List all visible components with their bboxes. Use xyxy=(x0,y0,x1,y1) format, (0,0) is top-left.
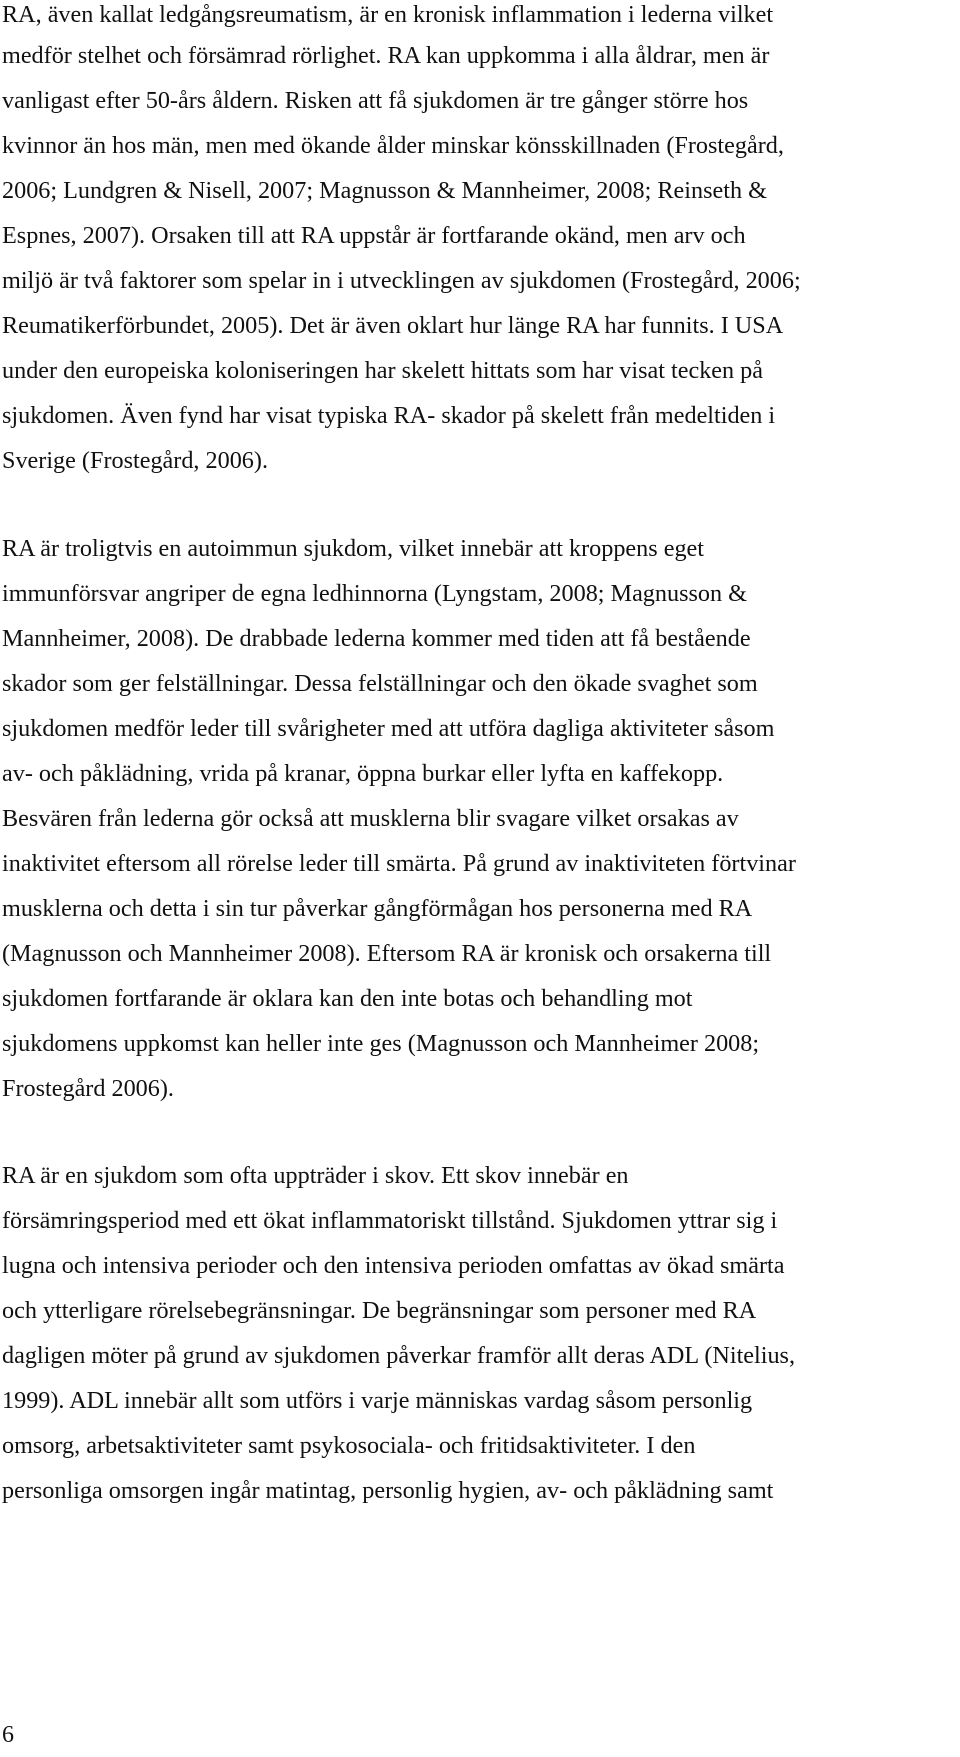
paragraph-line: Mannheimer, 2008). De drabbade lederna kommer med tiden att få bestående xyxy=(2,625,751,652)
paragraph-line: och ytterligare rörelsebegränsningar. De begränsningar som personer med RA xyxy=(2,1297,757,1324)
paragraph-line: skador som ger felställningar. Dessa felställningar och den ökade svaghet som xyxy=(2,670,758,697)
paragraph-line: sjukdomen medför leder till svårigheter med att utföra dagliga aktiviteter såsom xyxy=(2,715,775,742)
paragraph-line: Espnes, 2007). Orsaken till att RA uppstår är fortfarande okänd, men arv och xyxy=(2,222,746,249)
paragraph-line: miljö är två faktorer som spelar in i utvecklingen av sjukdomen (Frostegård, 2006; xyxy=(2,267,801,294)
paragraph-line: sjukdomen fortfarande är oklara kan den inte botas och behandling mot xyxy=(2,985,693,1012)
paragraph-line: försämringsperiod med ett ökat inflammatoriskt tillstånd. Sjukdomen yttrar sig i xyxy=(2,1207,778,1234)
paragraph-line: RA är troligtvis en autoimmun sjukdom, vilket innebär att kroppens eget xyxy=(2,535,704,562)
paragraph-line: vanligast efter 50-års åldern. Risken att få sjukdomen är tre gånger större hos xyxy=(2,87,749,114)
page-number: 6 xyxy=(2,1722,14,1748)
paragraph-line: 2006; Lundgren & Nisell, 2007; Magnusson & Mannheimer, 2008; Reinseth & xyxy=(2,177,767,204)
paragraph-line: medför stelhet och försämrad rörlighet. RA kan uppkomma i alla åldrar, men är xyxy=(2,42,770,69)
paragraph-line: (Magnusson och Mannheimer 2008). Eftersom RA är kronisk och orsakerna till xyxy=(2,940,772,967)
paragraph-line: omsorg, arbetsaktiviteter samt psykosociala- och fritidsaktiviteter. I den xyxy=(2,1432,696,1459)
paragraph-line: inaktivitet eftersom all rörelse leder till smärta. På grund av inaktiviteten förtvinar xyxy=(2,850,796,877)
paragraph-line: kvinnor än hos män, men med ökande ålder minskar könsskillnaden (Frostegård, xyxy=(2,132,784,159)
paragraph-line: Reumatikerförbundet, 2005). Det är även oklart hur länge RA har funnits. I USA xyxy=(2,312,784,339)
paragraph-line: RA, även kallat ledgångsreumatism, är en kronisk inflammation i lederna vilket xyxy=(2,1,774,28)
paragraph-line: musklerna och detta i sin tur påverkar gångförmågan hos personerna med RA xyxy=(2,895,753,922)
paragraph-line: av- och påklädning, vrida på kranar, öppna burkar eller lyfta en kaffekopp. xyxy=(2,760,724,787)
paragraph-line: immunförsvar angriper de egna ledhinnorna (Lyngstam, 2008; Magnusson & xyxy=(2,580,747,607)
paragraph-line: Besvären från lederna gör också att musklerna blir svagare vilket orsakas av xyxy=(2,805,739,832)
paragraph-line: under den europeiska koloniseringen har skelett hittats som har visat tecken på xyxy=(2,357,764,384)
paragraph-line: sjukdomens uppkomst kan heller inte ges (Magnusson och Mannheimer 2008; xyxy=(2,1030,760,1057)
paragraph-line: RA är en sjukdom som ofta uppträder i skov. Ett skov innebär en xyxy=(2,1162,629,1189)
paragraph-line: personliga omsorgen ingår matintag, personlig hygien, av- och påklädning samt xyxy=(2,1477,774,1504)
paragraph-line: sjukdomen. Även fynd har visat typiska RA- skador på skelett från medeltiden i xyxy=(2,402,776,429)
paragraph-line: Frostegård 2006). xyxy=(2,1075,174,1102)
paragraph-line: dagligen möter på grund av sjukdomen påverkar framför allt deras ADL (Nitelius, xyxy=(2,1342,796,1369)
paragraph-line: Sverige (Frostegård, 2006). xyxy=(2,447,269,474)
paragraph-line: lugna och intensiva perioder och den intensiva perioden omfattas av ökad smärta xyxy=(2,1252,785,1279)
paragraph-line: 1999). ADL innebär allt som utförs i varje människas vardag såsom personlig xyxy=(2,1387,753,1414)
